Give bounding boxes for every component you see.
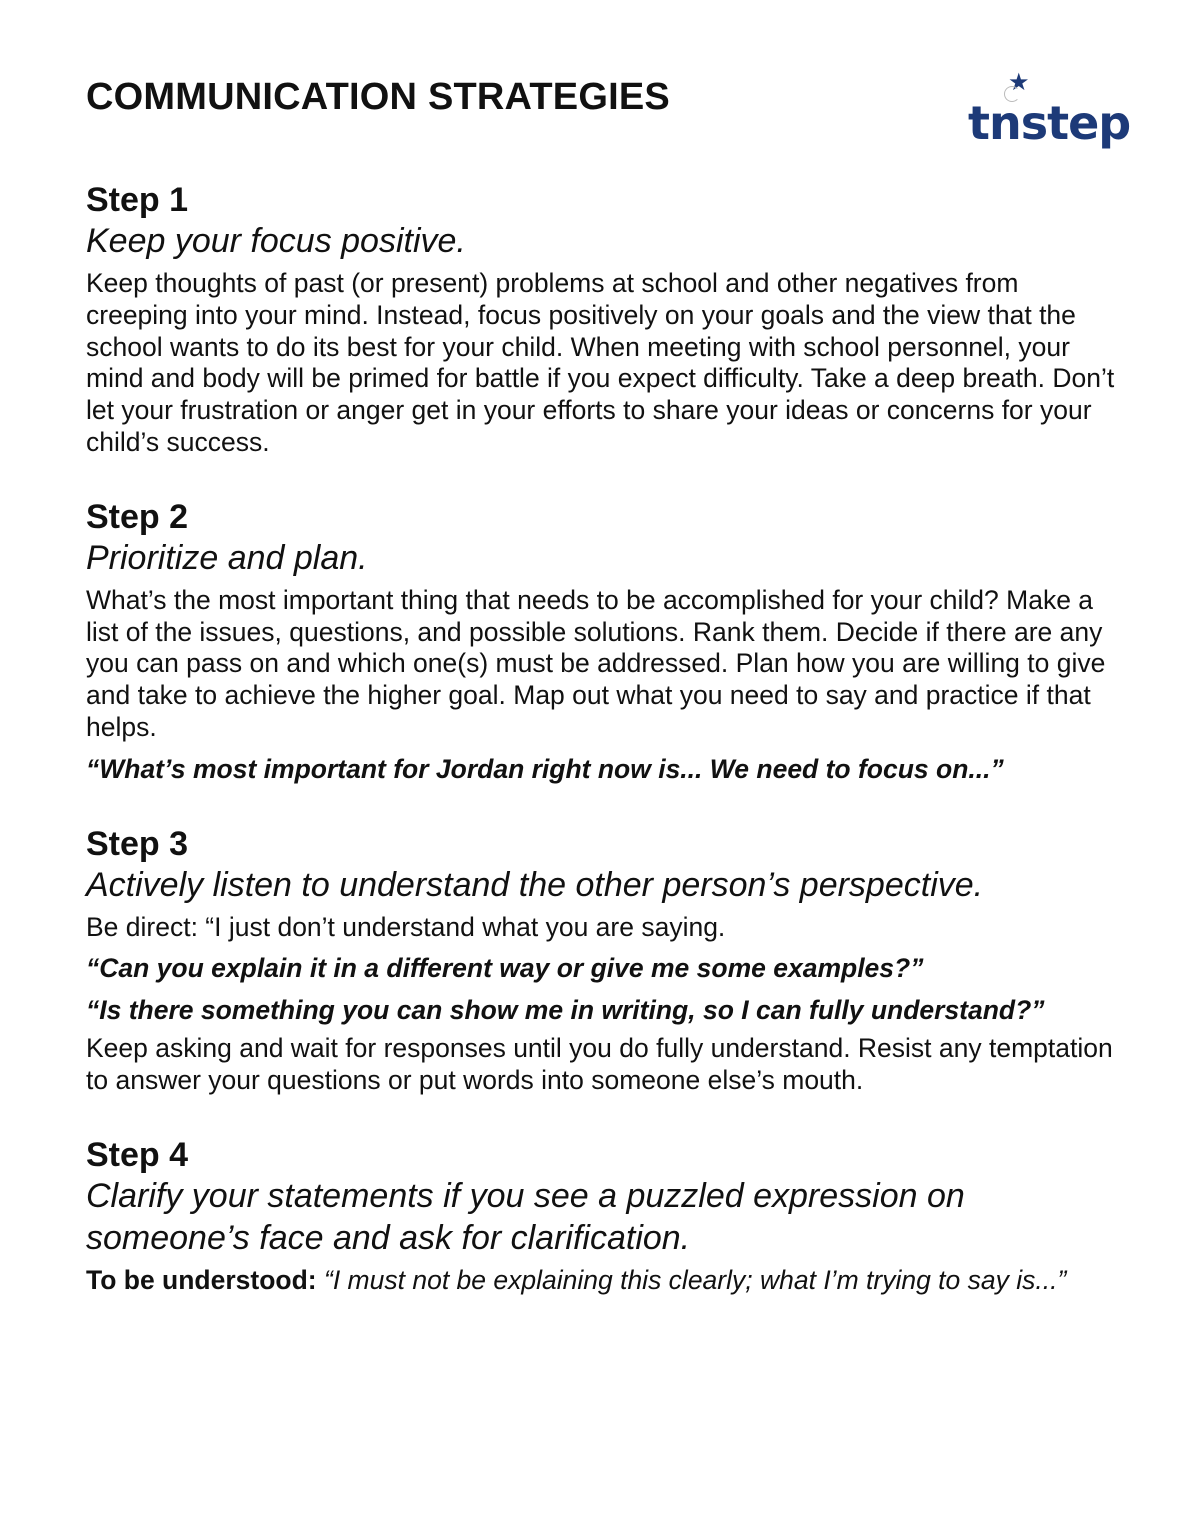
- step-subtitle: Prioritize and plan.: [86, 538, 368, 577]
- example-label: To be understood:: [86, 1264, 317, 1295]
- step-heading: Step 1: [86, 181, 189, 219]
- example-quote: “I must not be explaining this clearly; what I’m trying to say is...”: [324, 1264, 1067, 1295]
- step-body: Keep thoughts of past (or present) problems at school and other negatives from creeping into your mind. Instead, focus positively on your goals and the view that the school wants to do its best for your child. When meeting with school personnel, your mind and body will be primed for battle if you expect difficulty. Take a deep breath. Don’t let your frustration or anger get in your efforts to share your ideas or concerns for your child’s success.: [86, 268, 1115, 457]
- example-quote: “What’s most important for Jordan right now is... We need to focus on...”: [86, 753, 1004, 784]
- tnstep-logo: [968, 69, 1131, 154]
- step-3-section: [86, 824, 1116, 1097]
- step-heading: Step 4: [86, 1135, 189, 1174]
- step-4-section: [86, 1135, 1116, 1297]
- star-icon: ★: [1008, 69, 1030, 96]
- step-1-section: [86, 180, 1116, 459]
- example-quote: “Can you explain it in a different way or give me some examples?”: [86, 953, 924, 984]
- step-body: What’s the most important thing that needs to be accomplished for your child? Make a list of the issues, questions, and possible solutions. Rank them. Decide if there are any you can pass on and which one(s) must be addressed. Plan how you are willing to give and take to achieve the higher goal. Map out what you need to say and practice if that helps.: [86, 584, 1106, 742]
- logo-text: tnstep: [968, 96, 1131, 150]
- document-body: [86, 180, 1116, 1334]
- step-subtitle: Keep your focus positive.: [86, 222, 466, 260]
- step-2-section: [86, 497, 1116, 786]
- step-subtitle: Clarify your statements if you see a puzzled expression on someone’s face and ask for clarification.: [86, 1176, 965, 1257]
- page-title: COMMUNICATION STRATEGIES: [86, 76, 670, 118]
- step-example: [86, 1265, 1116, 1297]
- example-quote: “Is there something you can show me in writing, so I can fully understand?”: [86, 995, 1045, 1026]
- step-subtitle: Actively listen to understand the other person’s perspective.: [86, 865, 984, 904]
- step-intro: Be direct: “I just don’t understand what you are saying.: [86, 911, 726, 942]
- step-body: Keep asking and wait for responses until you do fully understand. Resist any temptation to answer your questions or put words into someone else’s mouth.: [86, 1032, 1113, 1095]
- step-heading: Step 3: [86, 824, 189, 863]
- step-heading: Step 2: [86, 497, 189, 536]
